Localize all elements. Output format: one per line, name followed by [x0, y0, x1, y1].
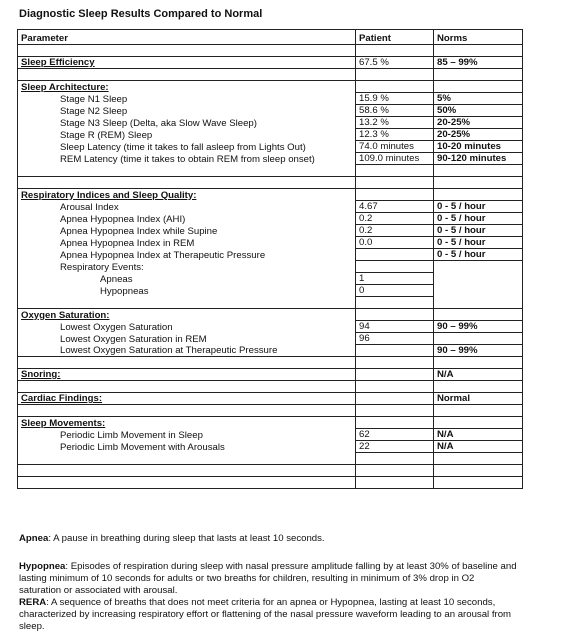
norm-value: 0 - 5 / hour [434, 213, 523, 225]
patient-value: 13.2 % [356, 117, 434, 129]
table-header-row [18, 30, 523, 45]
section-oxygen: Oxygen Saturation: [18, 309, 356, 321]
definition-text: : Episodes of respiration during sleep with nasal pressure amplitude falling by at least 30% of baseline and lasting minimum of 10 seconds for adults or two breaths for children, resulting in minimum of 3% drop in O2 saturation or associated with arousal. [19, 561, 517, 596]
definition-apnea [19, 533, 519, 545]
patient-value: 0.2 [356, 213, 434, 225]
header-parameter: Parameter [18, 30, 356, 45]
norm-value: N/A [434, 369, 523, 381]
norm-value: 20-25% [434, 117, 523, 129]
patient-value [356, 345, 434, 357]
row-label: Respiratory Events: [18, 261, 356, 273]
table-row [18, 153, 523, 165]
row-label: Lowest Oxygen Saturation [18, 321, 356, 333]
section-snoring: Snoring: [18, 369, 356, 381]
row-label: Periodic Limb Movement in Sleep [18, 429, 356, 441]
norm-value: 0 - 5 / hour [434, 225, 523, 237]
definition-term: Apnea [19, 533, 49, 544]
patient-value [356, 369, 434, 381]
row-label: Apnea Hypopnea Index in REM [18, 237, 356, 249]
patient-value [356, 249, 434, 261]
patient-value: 109.0 minutes [356, 153, 434, 165]
section-sleep-efficiency: Sleep Efficiency [18, 57, 356, 69]
row-label: Stage N1 Sleep [18, 93, 356, 105]
patient-value: 94 [356, 321, 434, 333]
spacer-row [18, 357, 523, 369]
table-row [18, 117, 523, 129]
table-row [18, 273, 523, 285]
norm-value: 50% [434, 105, 523, 117]
patient-value: 15.9 % [356, 93, 434, 105]
patient-value: 22 [356, 441, 434, 453]
table-row [18, 93, 523, 105]
norm-value: 90 – 99% [434, 345, 523, 357]
section-sleep-architecture: Sleep Architecture: [18, 81, 356, 93]
table-row [18, 225, 523, 237]
table-row [18, 105, 523, 117]
patient-value: 4.67 [356, 201, 434, 213]
spacer-row [18, 453, 523, 465]
section-header-row [18, 189, 523, 201]
spacer-row [18, 45, 523, 57]
patient-value: 0 [356, 285, 434, 297]
row-label: Lowest Oxygen Saturation in REM [18, 333, 356, 345]
norm-value: N/A [434, 429, 523, 441]
section-header-row [18, 417, 523, 429]
norm-value: 0 - 5 / hour [434, 201, 523, 213]
patient-value: 1 [356, 273, 434, 285]
spacer-row [18, 381, 523, 393]
norm-value: 0 - 5 / hour [434, 249, 523, 261]
norm-value: 20-25% [434, 129, 523, 141]
patient-value: 0.0 [356, 237, 434, 249]
table-row [18, 141, 523, 153]
norm-value: 85 – 99% [434, 57, 523, 69]
table-row [18, 345, 523, 357]
section-header-row [18, 81, 523, 93]
definition-text: : A sequence of breaths that does not meet criteria for an apnea or Hypopnea, lasting at least 10 seconds, characterized by increasing respiratory effort or flattening of the nasal pressure waveform leading to an arousal from sleep. [19, 597, 512, 632]
definition-hypopnea [19, 561, 519, 597]
spacer-row [18, 69, 523, 81]
norm-value: 90-120 minutes [434, 153, 523, 165]
table-row [18, 57, 523, 69]
norm-value: 10-20 minutes [434, 141, 523, 153]
patient-value: 58.6 % [356, 105, 434, 117]
definition-rera [19, 597, 519, 633]
norm-value: 5% [434, 93, 523, 105]
table-row [18, 213, 523, 225]
patient-value: 0.2 [356, 225, 434, 237]
document-title: Diagnostic Sleep Results Compared to Normal [19, 8, 263, 20]
table-row [18, 261, 523, 273]
spacer-row [18, 177, 523, 189]
row-label: Periodic Limb Movement with Arousals [18, 441, 356, 453]
section-sleep-movements: Sleep Movements: [18, 417, 356, 429]
section-header-row [18, 309, 523, 321]
spacer-row [18, 165, 523, 177]
spacer-row [18, 297, 523, 309]
table-row [18, 429, 523, 441]
header-patient: Patient [356, 30, 434, 45]
table-row [18, 249, 523, 261]
table-row [18, 285, 523, 297]
norm-value: N/A [434, 441, 523, 453]
section-respiratory: Respiratory Indices and Sleep Quality: [18, 189, 356, 201]
patient-value [356, 393, 434, 405]
spacer-row [18, 405, 523, 417]
definition-term: Hypopnea [19, 561, 66, 572]
sleep-results-table [17, 29, 523, 489]
patient-value: 12.3 % [356, 129, 434, 141]
table-row [18, 129, 523, 141]
table-row [18, 321, 523, 333]
row-label: Stage N3 Sleep (Delta, aka Slow Wave Sleep) [18, 117, 356, 129]
row-label: Apnea Hypopnea Index (AHI) [18, 213, 356, 225]
table-row [18, 369, 523, 381]
norm-value [434, 333, 523, 345]
patient-value: 74.0 minutes [356, 141, 434, 153]
spacer-row [18, 477, 523, 489]
row-label: Lowest Oxygen Saturation at Therapeutic Pressure [18, 345, 356, 357]
table-row [18, 333, 523, 345]
definition-term: RERA [19, 597, 47, 608]
row-label: Apnea Hypopnea Index while Supine [18, 225, 356, 237]
patient-value: 67.5 % [356, 57, 434, 69]
table-row [18, 393, 523, 405]
patient-value: 62 [356, 429, 434, 441]
norm-value: 90 – 99% [434, 321, 523, 333]
table-row [18, 201, 523, 213]
norm-value: Normal [434, 393, 523, 405]
row-label: Arousal Index [18, 201, 356, 213]
row-label: REM Latency (time it takes to obtain REM from sleep onset) [18, 153, 356, 165]
spacer-row [18, 465, 523, 477]
row-label: Sleep Latency (time it takes to fall asleep from Lights Out) [18, 141, 356, 153]
section-cardiac: Cardiac Findings: [18, 393, 356, 405]
patient-value: 96 [356, 333, 434, 345]
row-label: Apneas [18, 273, 356, 285]
definition-text: : A pause in breathing during sleep that lasts at least 10 seconds. [48, 533, 325, 544]
row-label: Hypopneas [18, 285, 356, 297]
row-label: Apnea Hypopnea Index at Therapeutic Pressure [18, 249, 356, 261]
table-row [18, 441, 523, 453]
row-label: Stage N2 Sleep [18, 105, 356, 117]
header-norms: Norms [434, 30, 523, 45]
table-row [18, 237, 523, 249]
row-label: Stage R (REM) Sleep [18, 129, 356, 141]
norm-value: 0 - 5 / hour [434, 237, 523, 249]
